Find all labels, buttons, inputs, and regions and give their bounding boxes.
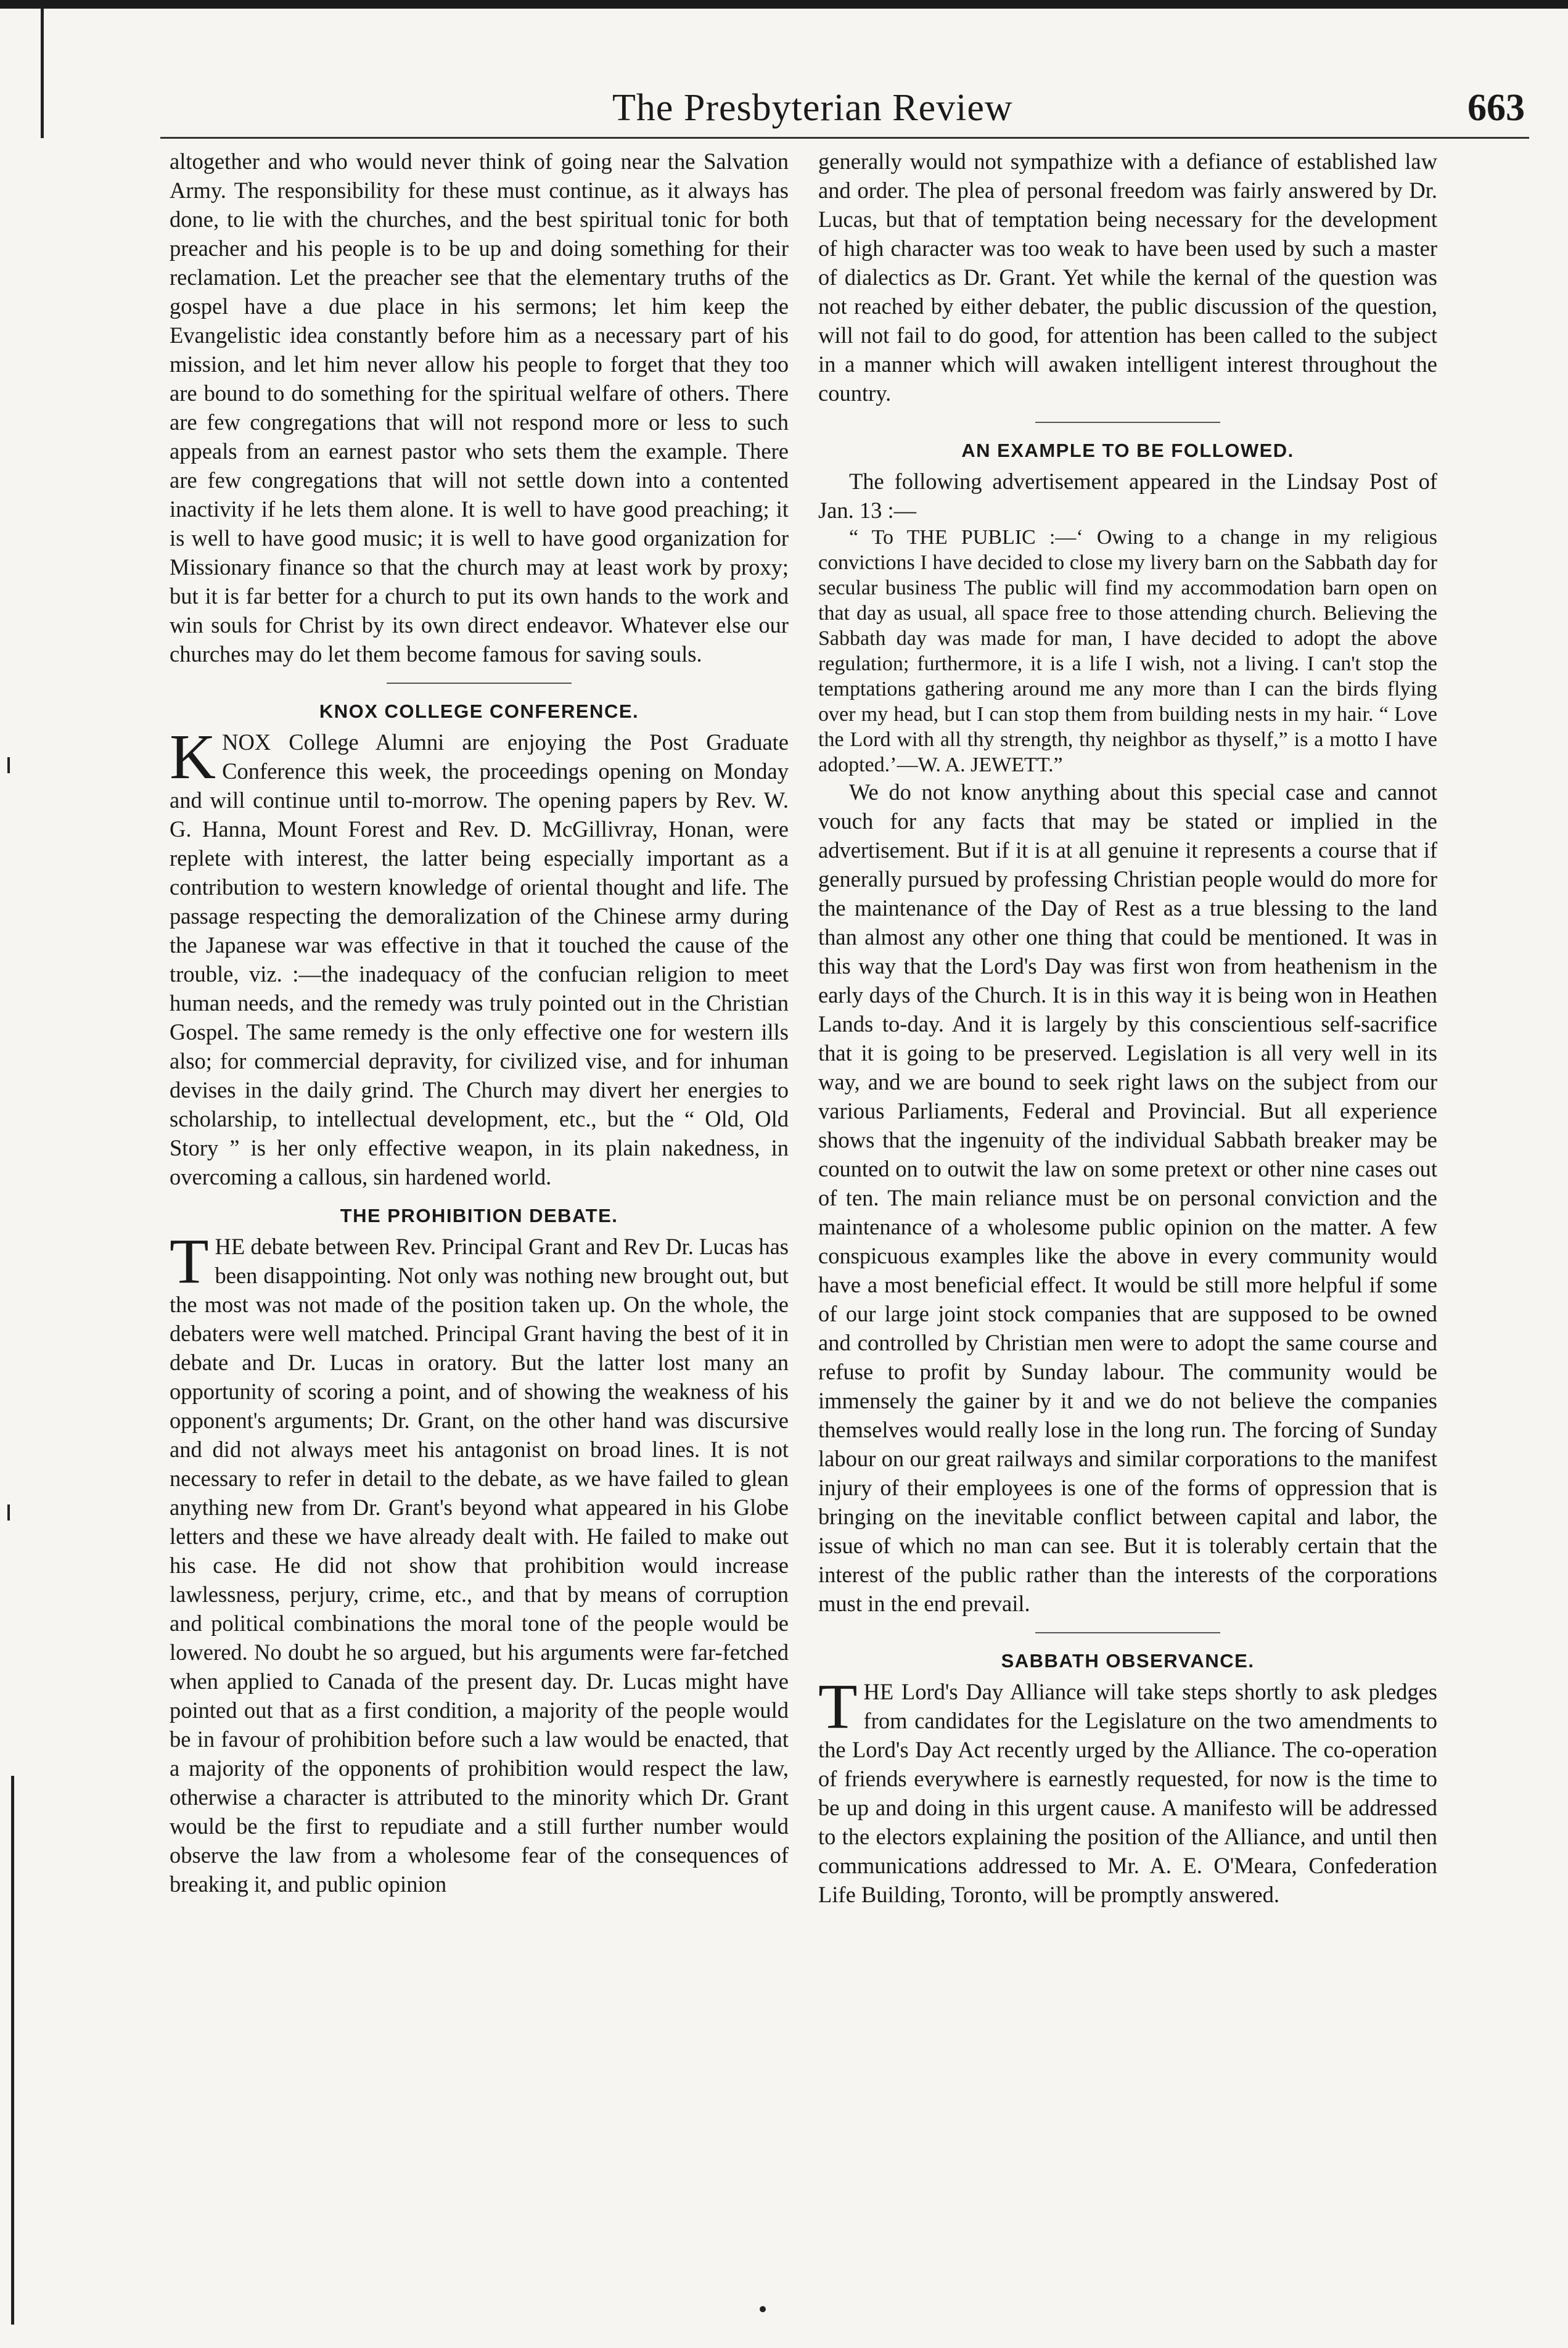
- knox-text: NOX College Alumni are enjoying the Post Graduate Conference this week, the proceedings opening on Monday and will continue until to-morrow. The opening papers by Rev. W. G. Hanna, Mount Forest and Rev. D. McGillivray, Honan, were replete with interest, the latter being especially important as a contribution to western knowledge of oriental thought and life. The passage respecting the demoralization of the Chinese army during the Japanese war was effective in that it touched the cause of the trouble, viz. :—the inadequacy of the confucian religion to meet human needs, and the remedy was truly pointed out in the Christian Gospel. The same remedy is the only effective one for western ills also; for commercial depravity, for civilized vise, and for inhuman devises in the daily grind. The Church may divert her energies to scholarship, to intellectual development, etc., but the “ Old, Old Story ” is her only effective weapon, in its plain nakedness, in overcoming a callous, sin hardened world.: [170, 729, 789, 1189]
- prohibition-dropcap: T: [170, 1226, 209, 1297]
- left-column: [170, 147, 789, 1899]
- section-separator: [170, 1191, 789, 1200]
- section-separator: [818, 1618, 1437, 1645]
- sabbath-text: HE Lord's Day Alliance will take steps shortly to ask pledges from candidates for the Legislature on the two amendments to the Lord's Day Act recently urged by the Alliance. The co-operation of friends everywhere is earnestly requested, for now is the time to be up and doing in this urgent cause. A manifesto will be addressed to the electors explaining the position of the Alliance, and until then communications addressed to Mr. A. E. O'Meara, Confederation Life Building, Toronto, will be promptly answered.: [818, 1679, 1437, 1907]
- header-rule: [160, 137, 1529, 139]
- example-intro: The following advertisement appeared in the Lindsay Post of Jan. 13 :—: [818, 469, 1437, 523]
- page-number: 663: [1467, 87, 1525, 129]
- sabbath-dropcap: T: [818, 1671, 858, 1742]
- knox-dropcap: K: [170, 721, 216, 792]
- example-text: We do not know anything about this special case and cannot vouch for any facts that may be stated or implied in the advertisement. But if it is at all genuine it represents a course that if generally pursued by professing Christian people would do more for the maintenance of the Day of Rest as a true blessing to the land than almost any other one thing that could be mentioned. It was in this way that the Lord's Day was first won from heathenism in the early days of the Church. It is in this way it is being won in Heathen Lands to-day. And it is largely by this conscientious self-sacrifice that it is going to be preserved. Legislation is all very well in its way, and we are bound to seek right laws on the subject from our various Parliaments, Federal and Provincial. But all experience shows that the ingenuity of the individual Sabbath breaker may be counted on to outwit the law on some pretext or other nine cases out of ten. The main reliance must be on personal conviction and the maintenance of a wholesome public opinion on the matter. A few conspicuous examples like the above in every community would have a most beneficial effect. It would be still more helpful if some of our large joint stock companies that are supposed to be owned and controlled by Christian men were to adopt the same course and refuse to profit by Sunday labour. The community would be immensely the gainer by it and we do not believe the companies themselves would really lose in the long run. The forcing of Sunday labour on our great railways and similar corporations to the manifest injury of their employees is one of the forms of oppression that is bringing on the inevitable conflict between capital and labor, the issue of which no man can see. But it is tolerably certain that the interest of the public rather than the interests of the corporations must in the end prevail.: [818, 779, 1437, 1616]
- advertisement-quote: “ To THE PUBLIC :—‘ Owing to a change in my religious convictions I have decided to close my livery barn on the Sabbath day for secular business The public will find my accommodation barn open on that day as usual, all space free to those attending church. Believing the Sabbath day was made for man, I have decided to adopt the above regulation; furthermore, it is a life I wish, not a living. I can't stop the temptations gathering around me any more than I can the birds flying over my head, but I can stop them from building nests in my hair. “ Love the Lord with all thy strength, thy neighbor as thyself,” is a motto I have adopted.’—W. A. JEWETT.”: [818, 526, 1437, 776]
- scan-mark: [11, 1776, 14, 2325]
- continuation-paragraph: generally would not sympathize with a defiance of established law and order. The plea of personal freedom was fairly answered by Dr. Lucas, but that of temptation being necessary for the development of high character was too weak to have been used by such a master of dialectics as Dr. Grant. Yet while the kernal of the question was not reached by either debater, the public discussion of the question, will not fail to do good, for attention has been called to the subject in a manner which will awaken intelligent interest throughout the country.: [818, 149, 1437, 406]
- prohibition-text: HE debate between Rev. Principal Grant and Rev Dr. Lucas has been disappointing. Not only was nothing new brought out, but the most was not made of the position taken up. On the whole, the debaters were well matched. Principal Grant having the best of it in debate and Dr. Lucas in oratory. But the latter lost many an opportunity of scoring a point, and of showing the weakness of his opponent's arguments; Dr. Grant, on the other hand was discursive and did not always meet his antagonist on broad lines. It is not necessary to refer in detail to the debate, as we have failed to glean anything new from Dr. Grant's beyond what appeared in his Globe letters and these we have already dealt with. He failed to make out his case. He did not show that prohibition would increase lawlessness, perjury, crime, etc., and that by means of corruption and political combinations the moral tone of the people would be lowered. No doubt he so argued, but his arguments were far-fetched when applied to Canada of the present day. Dr. Lucas might have pointed out that as a first condition, a majority of the people would be in favour of prohibition before such a law would be enacted, that a majority of the opponents of prohibition would respect the law, otherwise a character is attributed to the minority which Dr. Grant would be the first to repudiate and a still further number would observe the law from a wholesome fear of the consequences of breaking it, and public opinion: [170, 1234, 789, 1897]
- sabbath-article: [818, 1671, 1437, 1909]
- page-header: [0, 86, 1568, 142]
- example-heading: AN EXAMPLE TO BE FOLLOWED.: [961, 440, 1294, 461]
- section-separator: [170, 668, 789, 696]
- bottom-ornament-dot: [760, 2306, 766, 2312]
- intro-paragraph: altogether and who would never think of going near the Salvation Army. The responsibility for these must continue, as it always has done, to lie with the churches, and the best spiritual tonic for both preacher and his people is to be up and doing something for their reclamation. Let the preacher see that the elementary truths of the gospel have a due place in his sermons; let him keep the Evangelistic idea constantly before him as a necessary part of his mission, and let him never allow his people to forget that they too are bound to do something for the spiritual welfare of others. There are few congregations that will not respond more or less to such appeals from an earnest pastor who sets them the example. There are few congregations that will not settle down into a contented inactivity if he lets them alone. It is well to have good preaching; it is well to have good music; it is well to have good organization for Missionary finance so that the church may at least work by proxy; but it is far better for a church to put its own hands to the work and win souls for Christ by its own direct endeavor. Whatever else our churches may do let them become famous for saving souls.: [170, 149, 789, 667]
- scan-mark: [7, 1504, 10, 1521]
- prohibition-article: [170, 1226, 789, 1899]
- knox-article: [170, 721, 789, 1191]
- sabbath-heading: SABBATH OBSERVANCE.: [1001, 1650, 1255, 1672]
- knox-heading: KNOX COLLEGE CONFERENCE.: [319, 700, 639, 722]
- section-separator: [818, 408, 1437, 435]
- top-border-rule: [0, 0, 1568, 9]
- prohibition-heading: THE PROHIBITION DEBATE.: [340, 1205, 618, 1226]
- right-column: [818, 147, 1437, 1909]
- journal-title: The Presbyterian Review: [612, 87, 1013, 129]
- scan-mark: [7, 757, 10, 773]
